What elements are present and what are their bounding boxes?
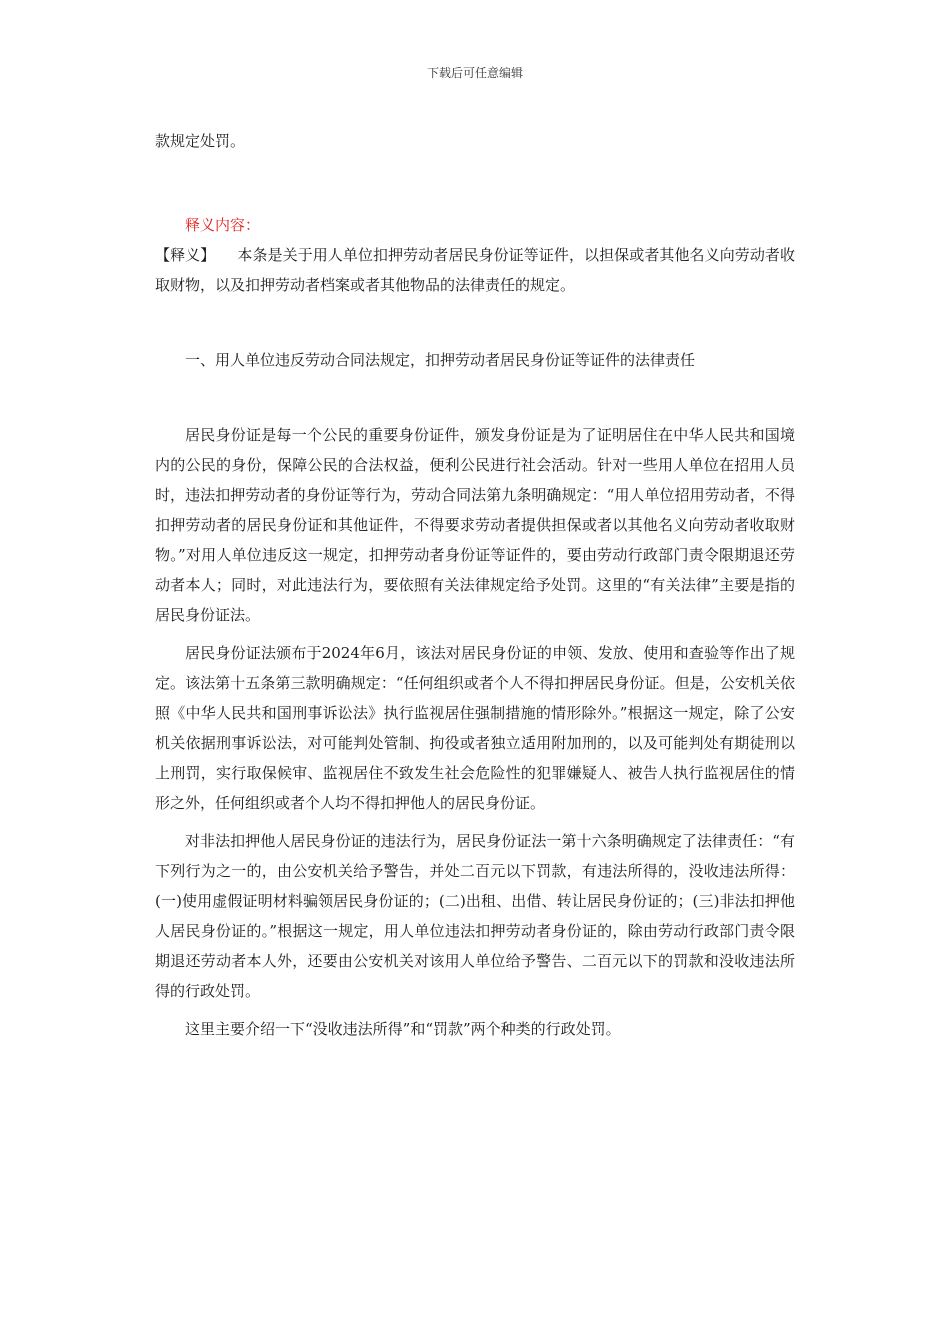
paragraph-4: 这里主要介绍一下“没收违法所得”和“罚款”两个种类的行政处罚。 bbox=[185, 1020, 621, 1038]
page-header: 下载后可任意编辑 bbox=[426, 66, 523, 80]
document-body bbox=[155, 126, 795, 1044]
spacer bbox=[155, 818, 795, 826]
spacer bbox=[155, 1006, 795, 1014]
paragraph-3: 对非法扣押他人居民身份证的违法行为，居民身份证法一第十六条明确规定了法律责任：“有下列行为之一的，由公安机关给予警告，并处二百元以下罚款，有违法所得的，没收违法所得：(一)使用虚假证明材料骗领居民身份证的；(二)出租、出借、转让居民身份证的；(三)非法扣押他人居民身份证的。”根据这一规定，用人单位违法扣押劳动者身份证的，除由劳动行政部门责令限期退还劳动者本人外，还要由公安机关对该用人单位给予警告、二百元以下的罚款和没收违法所得的行政处罚。 bbox=[155, 832, 795, 1000]
interpretation-text: 本条是关于用人单位扣押劳动者居民身份证等证件，以担保或者其他名义向劳动者收取财物，以及扣押劳动者档案或者其他物品的法律责任的规定。 bbox=[155, 246, 795, 294]
interpretation-heading: 释义内容： bbox=[185, 216, 261, 234]
spacer bbox=[155, 300, 795, 345]
continuation-paragraph: 款规定处罚。 bbox=[155, 132, 246, 150]
paragraph-2: 居民身份证法颁布于2024年6月，该法对居民身份证的申领、发放、使用和查验等作出了规定。该法第十五条第三款明确规定：“任何组织或者个人不得扣押居民身份证。但是，公安机关依照《中华人民共和国刑事诉讼法》执行监视居住强制措施的情形除外。”根据这一规定，除了公安机关依据刑事诉讼法，对可能判处管制、拘役或者独立适用附加刑的，以及可能判处有期徒刑以上刑罚，实行取保候审、监视居住不致发生社会危险性的犯罪嫌疑人、被告人执行监视居住的情形之外，任何组织或者个人均不得扣押他人的居民身份证。 bbox=[155, 644, 795, 812]
interpretation-paragraph bbox=[155, 240, 795, 300]
interpretation-label: 【释义】 bbox=[155, 246, 216, 264]
paragraph-1: 居民身份证是每一个公民的重要身份证件，颁发身份证是为了证明居住在中华人民共和国境内的公民的身份，保障公民的合法权益，便利公民进行社会活动。针对一些用人单位在招用人员时，违法扣押劳动者的身份证等行为，劳动合同法第九条明确规定：“用人单位招用劳动者，不得扣押劳动者的居民身份证和其他证件，不得要求劳动者提供担保或者以其他名义向劳动者收取财物。”对用人单位违反这一规定，扣押劳动者身份证等证件的，要由劳动行政部门责令限期退还劳动者本人；同时，对此违法行为，要依照有关法律规定给予处罚。这里的“有关法律”主要是指的居民身份证法。 bbox=[155, 426, 795, 624]
spacer bbox=[155, 630, 795, 638]
spacer bbox=[155, 375, 795, 420]
spacer bbox=[155, 156, 795, 210]
section-heading: 一、用人单位违反劳动合同法规定，扣押劳动者居民身份证等证件的法律责任 bbox=[185, 351, 696, 369]
